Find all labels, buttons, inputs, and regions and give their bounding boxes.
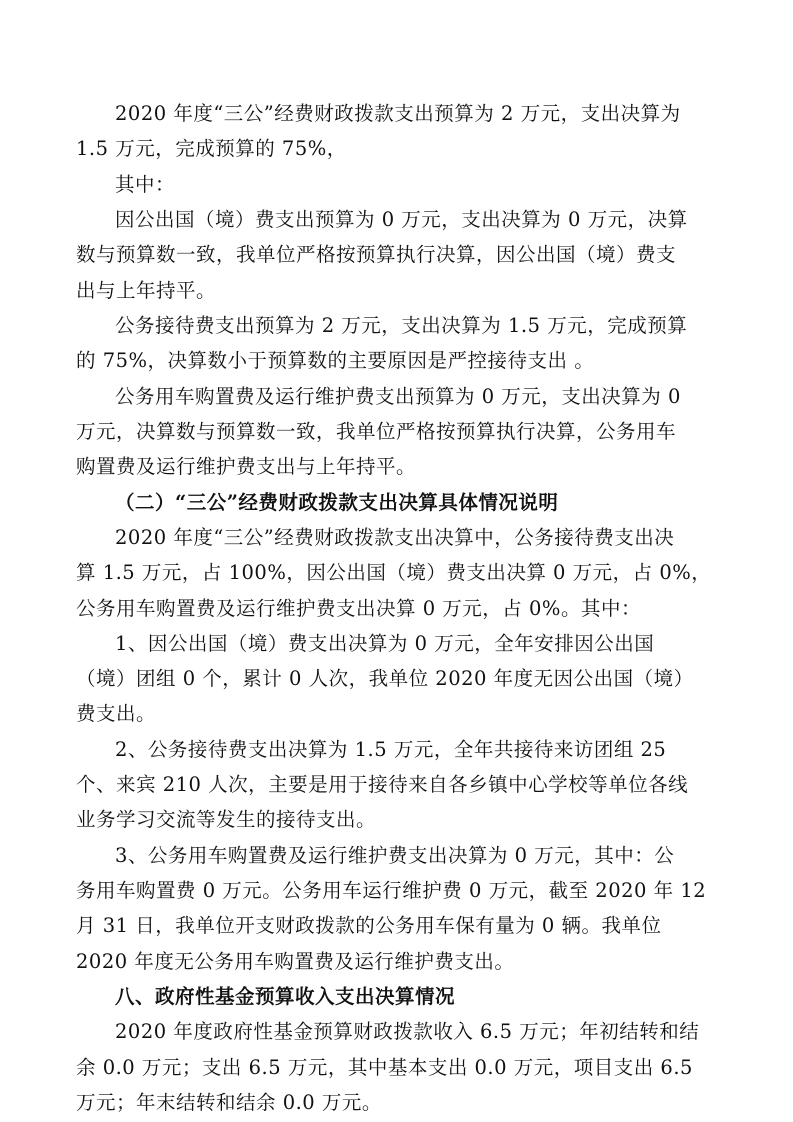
paragraph-vehicle-budget-line: 公务用车购置费及运行维护费支出预算为 0 万元，支出决算为 0 <box>115 384 681 408</box>
item-vehicle-final-line: 2020 年度无公务用车购置费及运行维护费支出。 <box>76 949 515 973</box>
paragraph-abroad-budget-line: 数与预算数一致，我单位严格按预算执行决算，因公出国（境）费支 <box>76 243 677 267</box>
paragraph-vehicle-budget-line: 购置费及运行维护费支出与上年持平。 <box>76 455 417 479</box>
section-heading-government-fund: 八、政府性基金预算收入支出决算情况 <box>115 985 456 1009</box>
item-vehicle-final-line: 3、公务用车购置费及运行维护费支出决算为 0 万元，其中：公 <box>115 843 675 867</box>
paragraph-among-line: 其中： <box>115 172 176 196</box>
paragraph-government-fund-line: 万元；年末结转和结余 0.0 万元。 <box>76 1091 382 1114</box>
paragraph-sangong-final-line: 2020 年度“三公”经费财政拨款支出决算中，公务接待费支出决 <box>115 525 675 549</box>
paragraph-sangong-budget-line: 1.5 万元，完成预算的 75%， <box>76 137 347 161</box>
paragraph-abroad-budget-line: 出与上年持平。 <box>76 278 217 302</box>
paragraph-reception-budget-line: 的 75%，决算数小于预算数的主要原因是严控接待支出 。 <box>76 349 595 373</box>
item-abroad-final-line: （境）团组 0 个，累计 0 人次，我单位 2020 年度无因公出国（境） <box>76 667 694 691</box>
item-reception-final-line: 个、来宾 210 人次，主要是用于接待来自各乡镇中心学校等单位各线 <box>76 773 689 797</box>
paragraph-vehicle-budget-line: 万元，决算数与预算数一致，我单位严格按预算执行决算，公务用车 <box>76 419 677 443</box>
paragraph-sangong-budget-line: 2020 年度“三公”经费财政拨款支出预算为 2 万元，支出决算为 <box>115 102 681 125</box>
item-abroad-final-line: 费支出。 <box>76 702 157 726</box>
item-reception-final-line: 业务学习交流等发生的接待支出。 <box>76 808 377 832</box>
paragraph-reception-budget-line: 公务接待费支出预算为 2 万元，支出决算为 1.5 万元，完成预算 <box>115 313 688 337</box>
paragraph-sangong-final-line: 公务用车购置费及运行维护费支出决算 0 万元，占 0%。其中： <box>76 596 641 620</box>
section-heading-sangong-details: （二）“三公”经费财政拨款支出决算具体情况说明 <box>115 490 559 514</box>
paragraph-government-fund-line: 余 0.0 万元；支出 6.5 万元，其中基本支出 0.0 万元，项目支出 6.5 <box>76 1055 693 1079</box>
paragraph-government-fund-line: 2020 年度政府性基金预算财政拨款收入 6.5 万元；年初结转和结 <box>115 1020 700 1044</box>
item-abroad-final-line: 1、因公出国（境）费支出决算为 0 万元，全年安排因公出国 <box>115 631 655 655</box>
item-reception-final-line: 2、公务接待费支出决算为 1.5 万元，全年共接待来访团组 25 <box>115 737 667 761</box>
item-vehicle-final-line: 务用车购置费 0 万元。公务用车运行维护费 0 万元，截至 2020 年 12 <box>76 879 707 903</box>
paragraph-abroad-budget-line: 因公出国（境）费支出预算为 0 万元，支出决算为 0 万元，决算 <box>115 207 688 231</box>
paragraph-sangong-final-line: 算 1.5 万元，占 100%，因公出国（境）费支出决算 0 万元，占 0%， <box>76 561 712 585</box>
item-vehicle-final-line: 月 31 日，我单位开支财政拨款的公务用车保有量为 0 辆。我单位 <box>76 914 662 938</box>
